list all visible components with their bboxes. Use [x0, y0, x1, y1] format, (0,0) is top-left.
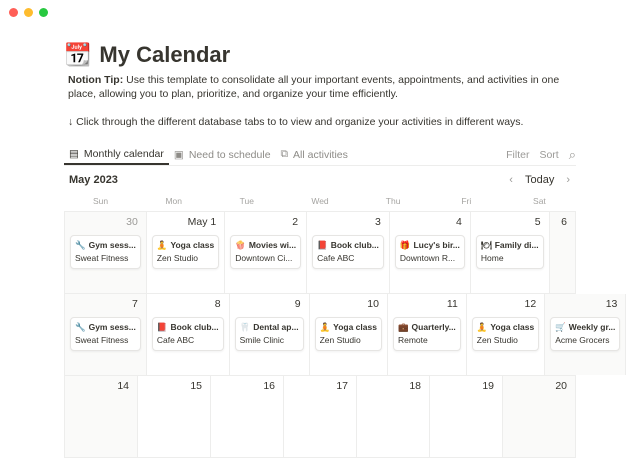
calendar-nav — [509, 174, 570, 186]
event-title: Gym sess... — [88, 240, 136, 250]
event-title-row — [477, 321, 534, 334]
event-title-row — [235, 239, 296, 252]
event-emoji-icon: 🦷 — [239, 322, 251, 332]
day-number: 6 — [561, 216, 567, 228]
day-cell[interactable] — [390, 212, 471, 293]
search-icon[interactable]: ⌕ — [568, 146, 576, 162]
day-cell[interactable] — [550, 212, 576, 293]
event-title: Yoga class — [490, 322, 535, 332]
month-label: May 2023 — [69, 174, 118, 186]
day-cell[interactable] — [284, 376, 357, 457]
day-number: 5 — [534, 216, 541, 228]
day-cell[interactable] — [225, 212, 307, 293]
event-title-row — [157, 321, 219, 334]
day-cell[interactable] — [147, 212, 225, 293]
weekday-label: Mon — [165, 196, 182, 206]
page-title-text: My Calendar — [99, 42, 231, 67]
event-emoji-icon: 🔧 — [75, 240, 86, 250]
event-card[interactable] — [312, 235, 384, 269]
schedule-icon: ▣ — [173, 148, 184, 161]
event-card[interactable] — [230, 235, 301, 269]
calendar-icon: 📆 — [64, 42, 92, 67]
weekday-label: Thu — [385, 196, 401, 206]
event-title-row — [398, 321, 456, 334]
event-title-row — [400, 239, 460, 252]
event-title: Family di... — [494, 240, 539, 250]
tab-all-activities[interactable] — [276, 144, 353, 165]
event-card[interactable] — [476, 235, 544, 269]
day-number: 3 — [375, 216, 381, 228]
event-emoji-icon: 🧘 — [319, 322, 331, 332]
sort-button[interactable]: Sort — [539, 148, 559, 161]
minimize-button[interactable] — [24, 8, 33, 17]
calendar-grid — [64, 211, 618, 458]
calendar-view-icon: ▤ — [69, 147, 79, 160]
event-title: Quarterly... — [411, 322, 456, 332]
event-title: Gym sess... — [88, 322, 136, 332]
day-number: 9 — [294, 298, 301, 310]
today-button[interactable]: Today — [524, 174, 555, 186]
event-location: Cafe ABC — [156, 335, 195, 345]
day-cell[interactable] — [65, 376, 138, 457]
event-title-row — [317, 239, 379, 252]
day-number: May 1 — [187, 216, 217, 228]
event-emoji-icon: 📕 — [317, 240, 328, 250]
event-card[interactable] — [393, 317, 461, 351]
event-location: Downtown R... — [399, 253, 456, 263]
event-title: Yoga class — [170, 240, 215, 250]
day-number: 13 — [605, 298, 618, 310]
event-emoji-icon: 💼 — [397, 322, 409, 332]
event-emoji-icon: 🔧 — [75, 322, 86, 332]
weekday-label: Wed — [311, 196, 329, 206]
day-cell[interactable] — [545, 294, 626, 375]
zoom-button[interactable] — [39, 8, 48, 17]
week-row — [65, 294, 618, 376]
event-emoji-icon: 🧘 — [156, 240, 168, 250]
day-number: 18 — [409, 380, 421, 392]
window-controls — [9, 8, 48, 17]
day-cell[interactable] — [230, 294, 310, 375]
event-location: Zen Studio — [156, 253, 198, 263]
tip-label: Notion Tip: — [68, 74, 124, 86]
event-location: Sweat Fitness — [75, 253, 129, 263]
weekday-label: Fri — [461, 196, 472, 206]
notion-tip — [68, 73, 588, 101]
day-cell[interactable] — [65, 294, 147, 375]
day-number: 16 — [263, 380, 275, 392]
event-title-row — [75, 239, 136, 252]
tip-text: Use this template to consolidate all your important events, appointments, and activities in one place, allowing you to plan, prioritize, and organize your time efficiently. — [68, 74, 560, 100]
day-number: 2 — [292, 216, 299, 228]
day-number: 10 — [367, 298, 379, 310]
event-location: Acme Grocers — [555, 335, 610, 345]
event-title: Dental ap... — [253, 322, 299, 332]
event-title-row — [157, 239, 214, 252]
view-tabs — [64, 144, 576, 166]
event-title-row — [75, 321, 136, 334]
tab-need-to-schedule[interactable] — [169, 144, 276, 165]
day-cell[interactable] — [471, 212, 550, 293]
event-title: Yoga class — [333, 322, 377, 332]
event-title-row — [555, 321, 615, 334]
day-cell[interactable] — [147, 294, 230, 375]
day-number: 15 — [190, 380, 202, 392]
tab-label: Need to schedule — [188, 148, 271, 161]
close-button[interactable] — [9, 8, 18, 17]
day-number: 30 — [126, 216, 138, 228]
event-location: Cafe ABC — [317, 253, 355, 263]
event-emoji-icon: 🛒 — [555, 322, 566, 332]
event-card[interactable] — [152, 317, 224, 351]
event-location: Home — [480, 253, 504, 263]
weekday-label: Sun — [93, 196, 109, 206]
day-number: 20 — [555, 380, 567, 392]
event-card[interactable] — [152, 235, 219, 269]
day-cell[interactable] — [357, 376, 430, 457]
event-title: Book club... — [170, 322, 219, 332]
event-card[interactable] — [395, 235, 465, 269]
day-cell[interactable] — [430, 376, 503, 457]
event-emoji-icon: 🍽 — [480, 240, 492, 250]
event-title-row — [240, 321, 299, 334]
event-card[interactable] — [235, 317, 304, 351]
day-cell[interactable] — [310, 294, 388, 375]
activities-icon: ⧉ — [280, 148, 289, 160]
event-title: Movies wi... — [248, 240, 297, 250]
tab-label: All activities — [293, 148, 348, 161]
tab-label: Monthly calendar — [83, 147, 164, 160]
event-title: Lucy's bir... — [413, 240, 460, 250]
event-card[interactable] — [70, 235, 141, 269]
day-cell[interactable] — [388, 294, 467, 375]
chevron-right-icon[interactable]: › — [566, 174, 570, 186]
event-emoji-icon: 🍿 — [235, 240, 246, 250]
weekday-header — [64, 196, 576, 206]
event-card[interactable] — [550, 317, 620, 351]
event-card[interactable] — [472, 317, 539, 351]
day-number: 4 — [456, 216, 462, 228]
day-number: 8 — [214, 298, 221, 310]
event-location: Zen Studio — [319, 335, 361, 345]
day-cell[interactable] — [65, 212, 147, 293]
event-emoji-icon: 🎁 — [399, 240, 411, 250]
event-title: Weekly gr... — [568, 322, 616, 332]
event-emoji-icon: 📕 — [156, 322, 168, 332]
hint-text: ↓ Click through the different database tabs to to view and organize your activities in different ways. — [68, 116, 524, 128]
event-title-row — [320, 321, 377, 334]
day-number: 7 — [132, 298, 138, 310]
day-cell[interactable] — [307, 212, 390, 293]
day-number: 12 — [524, 298, 537, 310]
day-cell[interactable] — [138, 376, 211, 457]
day-number: 14 — [117, 380, 129, 392]
event-title-row — [481, 239, 539, 252]
day-number: 17 — [336, 380, 348, 392]
page-title — [64, 42, 230, 68]
event-location: Smile Clinic — [239, 335, 285, 345]
week-row — [65, 376, 576, 458]
event-location: Zen Studio — [476, 335, 518, 345]
tab-monthly-calendar[interactable] — [64, 144, 169, 165]
week-row — [65, 212, 576, 294]
day-cell[interactable] — [467, 294, 545, 375]
day-number: 19 — [482, 380, 494, 392]
weekday-label: Sat — [533, 196, 546, 206]
chevron-left-icon[interactable]: ‹ — [509, 174, 513, 186]
day-cell[interactable] — [503, 376, 576, 457]
event-title: Book club... — [330, 240, 379, 250]
event-location: Sweat Fitness — [75, 335, 129, 345]
event-card[interactable] — [315, 317, 382, 351]
event-emoji-icon: 🧘 — [476, 322, 488, 332]
event-location: Downtown Ci... — [235, 253, 293, 263]
day-number: 11 — [446, 298, 458, 310]
event-card[interactable] — [70, 317, 141, 351]
event-location: Remote — [397, 335, 428, 345]
day-cell[interactable] — [211, 376, 284, 457]
weekday-label: Tue — [239, 196, 255, 206]
filter-button[interactable]: Filter — [506, 148, 530, 161]
